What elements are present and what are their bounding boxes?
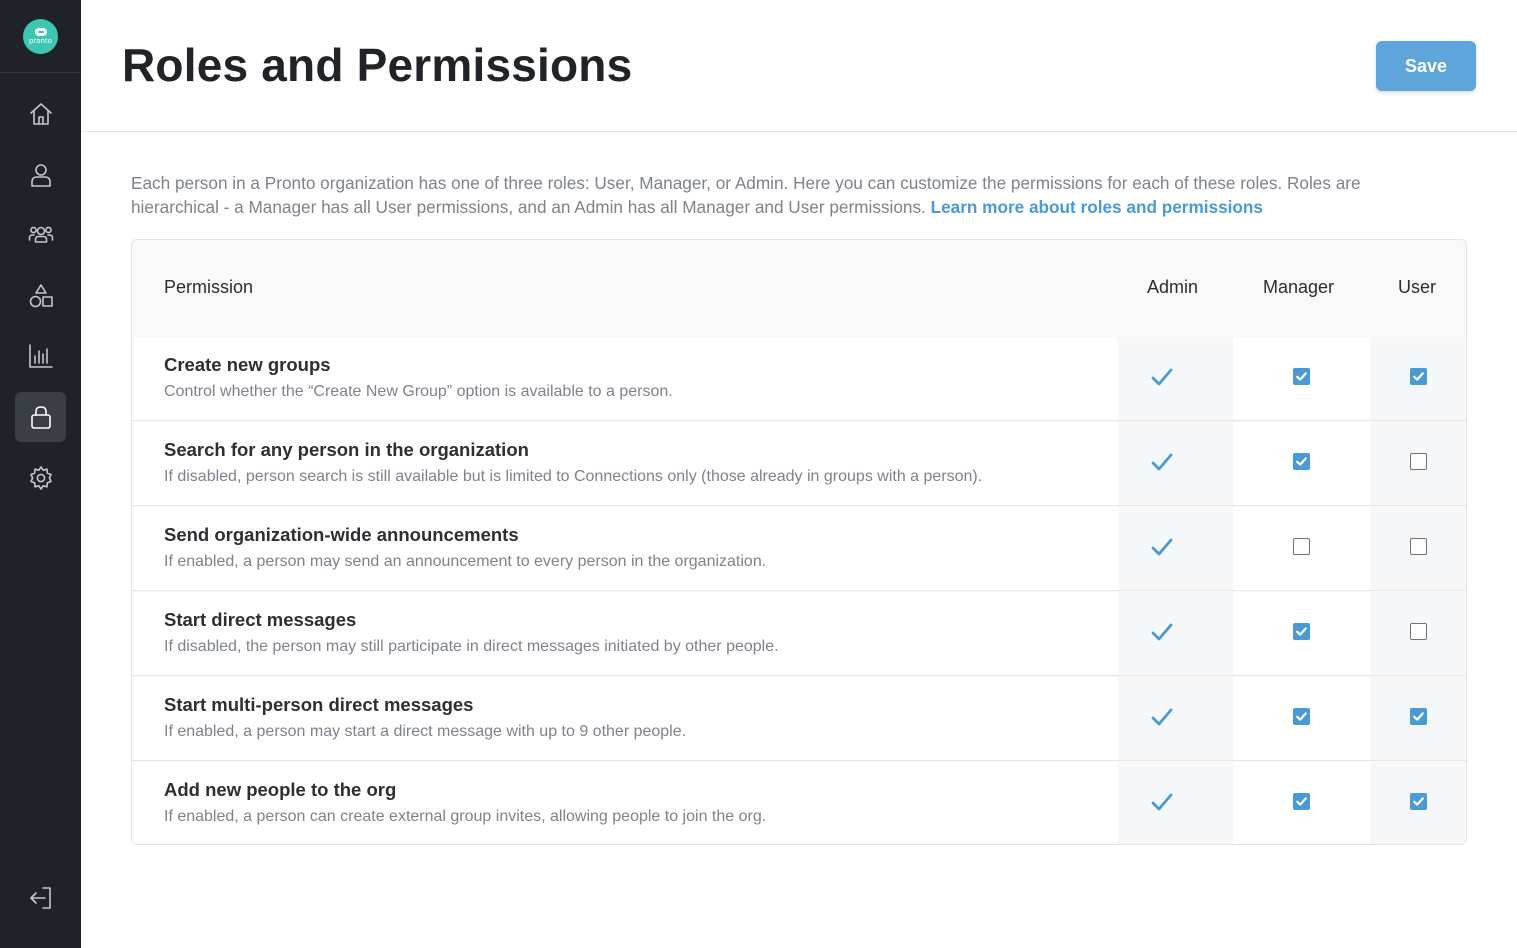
permission-description: If enabled, a person may start a direct message with up to 9 other people.: [164, 723, 687, 740]
admin-cell: [1118, 422, 1233, 506]
learn-more-link[interactable]: Learn more about roles and permissions: [930, 197, 1263, 217]
gear-icon: [28, 465, 54, 491]
admin-cell: [1118, 592, 1233, 676]
table-row: [132, 337, 1467, 422]
admin-cell: [1118, 507, 1233, 591]
admin-checkmark-icon: [1149, 619, 1175, 645]
user-cell: [1370, 507, 1467, 591]
admin-checkmark-icon: [1149, 704, 1175, 730]
column-header-admin: Admin: [1147, 277, 1199, 297]
people-icon: [28, 222, 54, 248]
permission-title: Start direct messages: [164, 609, 357, 630]
permission-cell: [132, 337, 1118, 421]
user-cell: [1370, 592, 1467, 676]
page-header: [81, 0, 1517, 132]
shapes-icon: [28, 283, 54, 309]
table-row: [132, 507, 1467, 592]
manager-checkbox[interactable]: [1293, 708, 1310, 725]
permission-title: Add new people to the org: [164, 779, 397, 800]
table-row: [132, 762, 1467, 845]
sidebar-divider: [0, 72, 81, 73]
sidebar: [0, 0, 81, 948]
person-icon: [28, 162, 54, 188]
manager-cell: [1233, 507, 1370, 591]
save-button[interactable]: Save: [1376, 41, 1476, 91]
manager-checkbox[interactable]: [1293, 453, 1310, 470]
permission-cell: [132, 422, 1118, 506]
user-checkbox[interactable]: [1410, 623, 1427, 640]
nav-people[interactable]: [15, 210, 66, 260]
table-row: [132, 677, 1467, 762]
page-title: Roles and Permissions: [122, 39, 633, 91]
table-header: [132, 240, 1467, 337]
permission-cell: [132, 762, 1118, 845]
intro-text: [131, 171, 1431, 219]
logo-text: pronto: [29, 37, 52, 45]
column-header-manager: Manager: [1263, 277, 1335, 297]
permission-title: Search for any person in the organization: [164, 439, 529, 460]
user-checkbox[interactable]: [1410, 793, 1427, 810]
user-checkbox[interactable]: [1410, 708, 1427, 725]
intro-body: Each person in a Pronto organization has one of three roles: User, Manager, or Admin. Here you can customize the permissions for each of these roles. Roles are hierarchical - a Manager has all User permissions, and an Admin has all Manager and User permissions.: [131, 173, 1361, 217]
permission-cell: [132, 592, 1118, 676]
nav-analytics[interactable]: [15, 331, 66, 381]
chat-bubble-icon: [35, 28, 47, 36]
permission-description: If enabled, a person may send an announcement to every person in the organization.: [164, 553, 767, 570]
permission-description: If disabled, person search is still available but is limited to Connections only (those already in groups with a person).: [164, 468, 983, 485]
user-cell: [1370, 337, 1467, 421]
pronto-logo[interactable]: [23, 19, 58, 54]
manager-cell: [1233, 422, 1370, 506]
table-row: [132, 422, 1467, 507]
user-cell: [1370, 677, 1467, 761]
manager-checkbox[interactable]: [1293, 793, 1310, 810]
manager-cell: [1233, 337, 1370, 421]
nav-shapes[interactable]: [15, 271, 66, 321]
permission-title: Create new groups: [164, 354, 331, 375]
column-header-permission: Permission: [164, 277, 254, 297]
manager-cell: [1233, 677, 1370, 761]
user-checkbox[interactable]: [1410, 368, 1427, 385]
manager-cell: [1233, 592, 1370, 676]
permission-description: Control whether the “Create New Group” option is available to a person.: [164, 383, 673, 400]
user-cell: [1370, 422, 1467, 506]
manager-checkbox[interactable]: [1293, 538, 1310, 555]
logout-icon: [28, 885, 54, 911]
permission-description: If disabled, the person may still participate in direct messages initiated by other people.: [164, 638, 779, 655]
user-checkbox[interactable]: [1410, 538, 1427, 555]
nav-settings[interactable]: [15, 453, 66, 503]
nav-logout[interactable]: [15, 873, 66, 923]
nav-person[interactable]: [15, 150, 66, 200]
admin-checkmark-icon: [1149, 534, 1175, 560]
manager-cell: [1233, 762, 1370, 845]
admin-checkmark-icon: [1149, 789, 1175, 815]
permission-description: If enabled, a person can create external group invites, allowing people to join the org.: [164, 808, 767, 825]
table-row: [132, 592, 1467, 677]
admin-checkmark-icon: [1149, 364, 1175, 390]
admin-checkmark-icon: [1149, 449, 1175, 475]
admin-cell: [1118, 337, 1233, 421]
chart-icon: [28, 343, 54, 369]
home-icon: [28, 101, 54, 127]
admin-cell: [1118, 677, 1233, 761]
nav-security[interactable]: [15, 392, 66, 442]
permissions-table: [131, 239, 1467, 845]
permission-cell: [132, 677, 1118, 761]
permission-title: Send organization-wide announcements: [164, 524, 519, 545]
user-cell: [1370, 762, 1467, 845]
admin-cell: [1118, 762, 1233, 845]
manager-checkbox[interactable]: [1293, 368, 1310, 385]
column-header-user: User: [1398, 277, 1437, 297]
nav-home[interactable]: [15, 89, 66, 139]
manager-checkbox[interactable]: [1293, 623, 1310, 640]
permission-cell: [132, 507, 1118, 591]
user-checkbox[interactable]: [1410, 453, 1427, 470]
lock-icon: [28, 404, 54, 430]
permission-title: Start multi-person direct messages: [164, 694, 474, 715]
